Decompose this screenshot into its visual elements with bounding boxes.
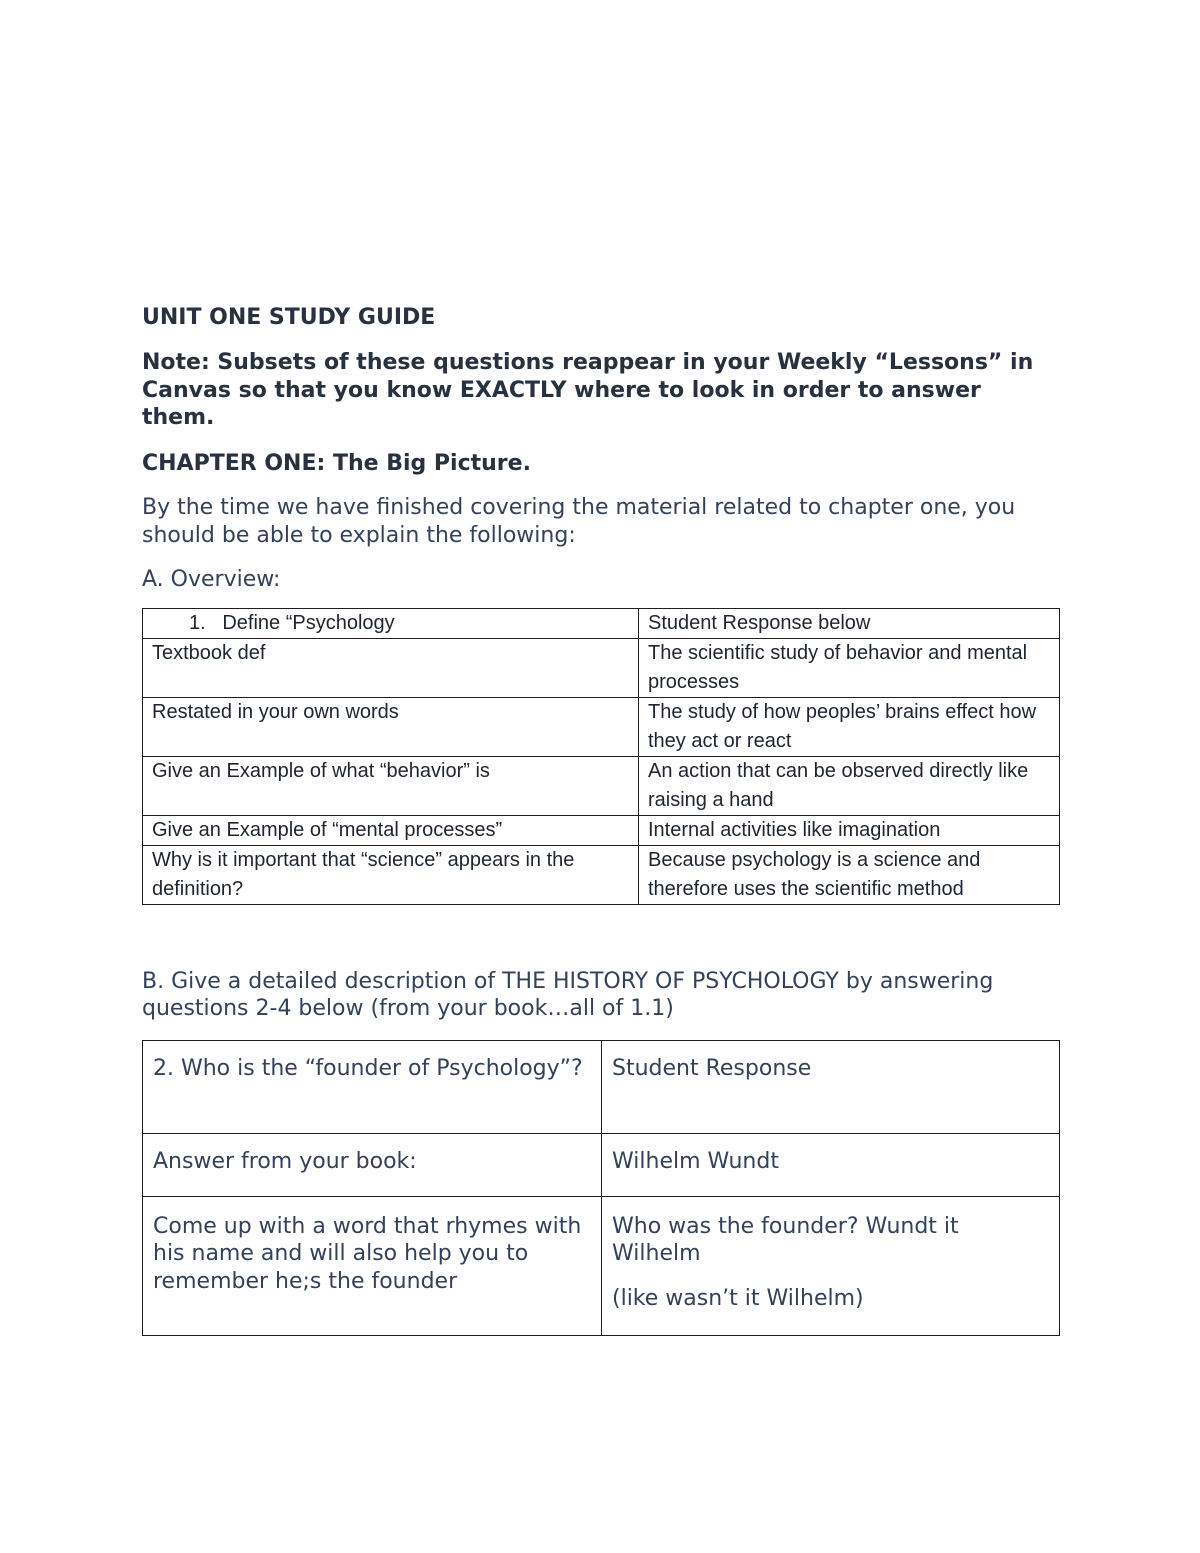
row-answer: The study of how peoples’ brains effect how they act or react	[639, 697, 1060, 756]
row-prompt: Answer from your book:	[143, 1133, 602, 1196]
table-row	[143, 1040, 1060, 1133]
row-prompt: Give an Example of “mental processes”	[143, 815, 639, 845]
table-header-row	[143, 608, 1060, 638]
table-row	[143, 756, 1060, 815]
overview-heading: A. Overview:	[142, 566, 281, 592]
table-row	[143, 1133, 1060, 1196]
question-number: 1.	[189, 611, 206, 634]
row-prompt: Restated in your own words	[143, 697, 639, 756]
document-page	[142, 300, 1060, 1336]
row-prompt: Give an Example of what “behavior” is	[143, 756, 639, 815]
row-answer: Student Response	[602, 1040, 1060, 1133]
answer-line-1: Who was the founder? Wundt it Wilhelm	[612, 1213, 959, 1266]
table-row	[143, 638, 1060, 697]
row-answer: The scientific study of behavior and mental processes	[639, 638, 1060, 697]
row-prompt: Come up with a word that rhymes with his name and will also help you to remember he;s the founder	[143, 1196, 602, 1335]
table-row	[143, 815, 1060, 845]
table-row	[143, 1196, 1060, 1335]
row-prompt: Textbook def	[143, 638, 639, 697]
founder-table	[142, 1040, 1060, 1336]
answer-line-2: (like wasn’t it Wilhelm)	[612, 1285, 864, 1311]
psychology-definition-table	[142, 608, 1060, 905]
table-row	[143, 697, 1060, 756]
row-prompt: Why is it important that “science” appears in the definition?	[143, 845, 639, 904]
row-answer: Internal activities like imagination	[639, 815, 1060, 845]
chapter-heading: CHAPTER ONE: The Big Picture.	[142, 450, 531, 476]
section-b-heading: B. Give a detailed description of THE HISTORY OF PSYCHOLOGY by answering questions 2-4 below (from your book…all of 1.1)	[142, 968, 994, 1021]
row-answer	[602, 1196, 1060, 1335]
row-prompt: 2. Who is the “founder of Psychology”?	[143, 1040, 602, 1133]
row-answer: Wilhelm Wundt	[602, 1133, 1060, 1196]
table-header-question	[143, 608, 639, 638]
table-row	[143, 845, 1060, 904]
row-answer: Because psychology is a science and therefore uses the scientific method	[639, 845, 1060, 904]
table-header-response: Student Response below	[639, 608, 1060, 638]
question-text: Define “Psychology	[222, 611, 395, 634]
note-paragraph: Note: Subsets of these questions reappear in your Weekly “Lessons” in Canvas so that you know EXACTLY where to look in order to answer them.	[142, 350, 1034, 430]
row-answer: An action that can be observed directly like raising a hand	[639, 756, 1060, 815]
intro-paragraph: By the time we have finished covering the material related to chapter one, you should be able to explain the following:	[142, 494, 1016, 548]
page-title: UNIT ONE STUDY GUIDE	[142, 305, 436, 330]
